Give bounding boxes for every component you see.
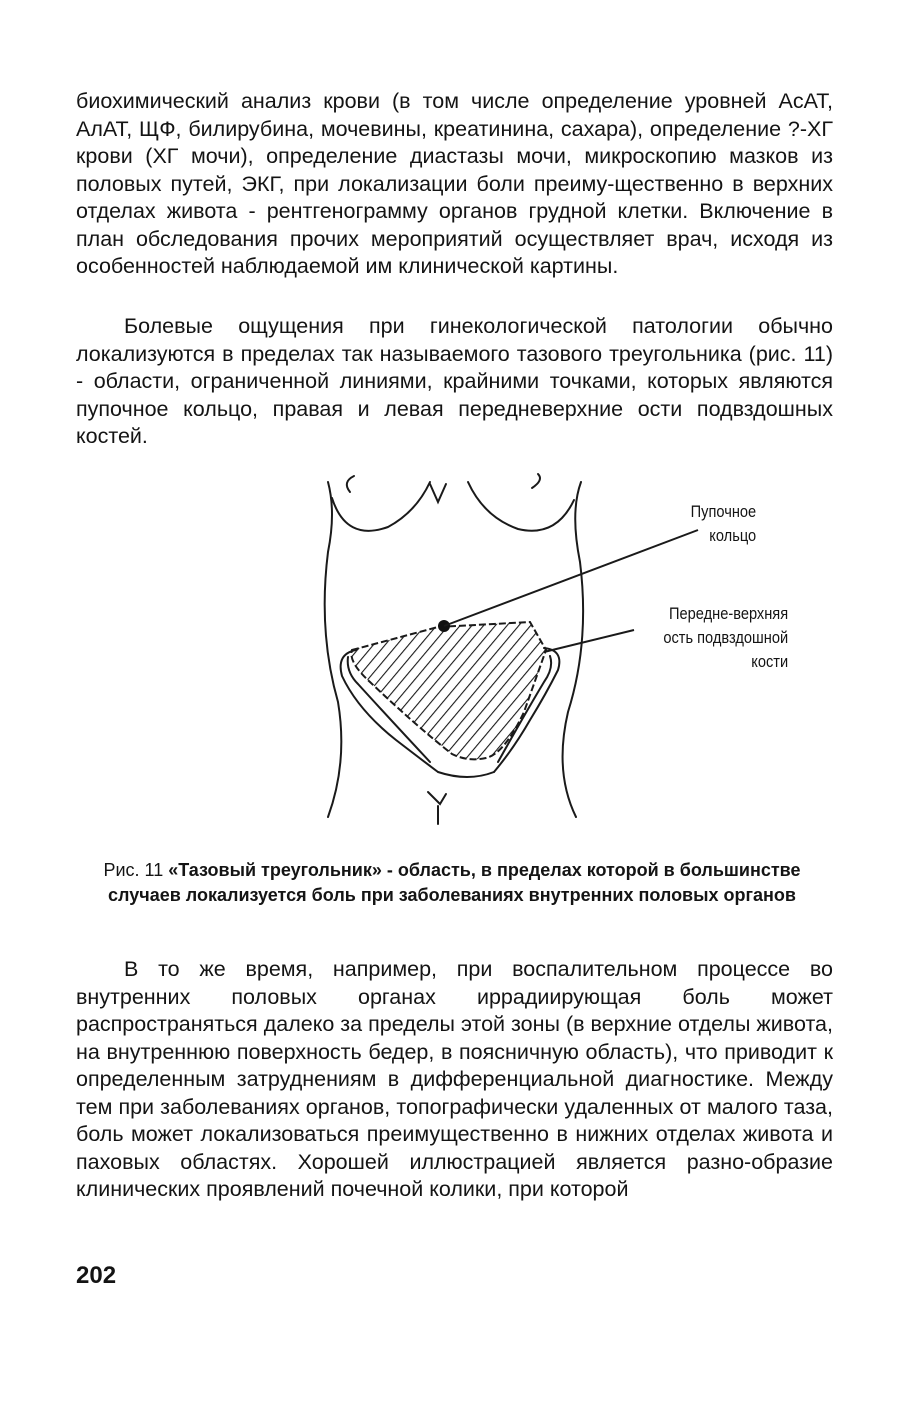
label-iliac-spine — [663, 602, 788, 674]
label-spine-line-2: ость подвздошной — [663, 628, 788, 647]
umbilical-pointer-line — [444, 530, 698, 626]
torso-right-outline — [563, 482, 584, 817]
caption-text: «Тазовый треугольник» - область, в пределах которой в большинстве случаев локализуется боль при заболеваниях внутренних половых органов — [108, 860, 801, 905]
label-umbilical-line-2: кольцо — [709, 526, 756, 545]
paragraph-lab-tests: биохимический анализ крови (в том числе определение уровней АсАТ, АлАТ, ЩФ, билирубина, мочевины, креатинина, сахара), определение ?-ХГ крови (ХГ мочи), определение диастазы мочи, микроскопию мазков из половых путей, ЭКГ, при локализации боли преиму-щественно в верхних отделах живота - рентгенограмму органов грудной клетки. Включение в план обследования прочих мероприятий осуществляет врач, исходя из особенностей наблюдаемой им клинической картины. — [76, 89, 833, 278]
iliac-spine-pointer-line — [544, 630, 634, 652]
label-umbilical-ring — [690, 500, 756, 548]
caption-number: Рис. 11 — [103, 860, 169, 880]
torso-left-outline — [325, 482, 342, 817]
label-spine-line-3: кости — [751, 652, 788, 671]
right-breast — [468, 482, 574, 531]
figure-pelvic-triangle — [318, 472, 848, 852]
paragraph-pelvic-triangle: Болевые ощущения при гинекологической патологии обычно локализуются в пределах так называемого тазового треугольника (рис. 11) - области, ограниченной линиями, крайними точками, которых являются пупочное кольцо, правая и левая передневерхние ости подвздошных костей. — [76, 314, 833, 448]
label-umbilical-line-1: Пупочное — [690, 502, 756, 521]
figure-caption — [96, 858, 808, 908]
page-number: 202 — [76, 1262, 117, 1289]
label-spine-line-1: Передне-верхняя — [668, 604, 788, 623]
left-breast — [332, 482, 430, 531]
pelvic-triangle-hatched — [351, 622, 546, 759]
left-nipple — [347, 476, 354, 492]
paragraph-irradiating-pain: В то же время, например, при воспалительном процессе во внутренних половых органах иррадиирующая боль может распространяться далеко за пределы этой зоны (в верхние отделы живота, на внутреннюю поверхность бедер, в поясничную область), что приводит к определенным затруднениям в дифференциальной диагностике. Между тем при заболеваниях органов, топографически удаленных от малого таза, боль может локализоваться преимущественно в нижних отделах живота и паховых областях. Хорошей иллюстрацией является разно-образие клинических проявлений почечной колики, при которой — [76, 957, 833, 1201]
right-nipple — [532, 474, 540, 488]
